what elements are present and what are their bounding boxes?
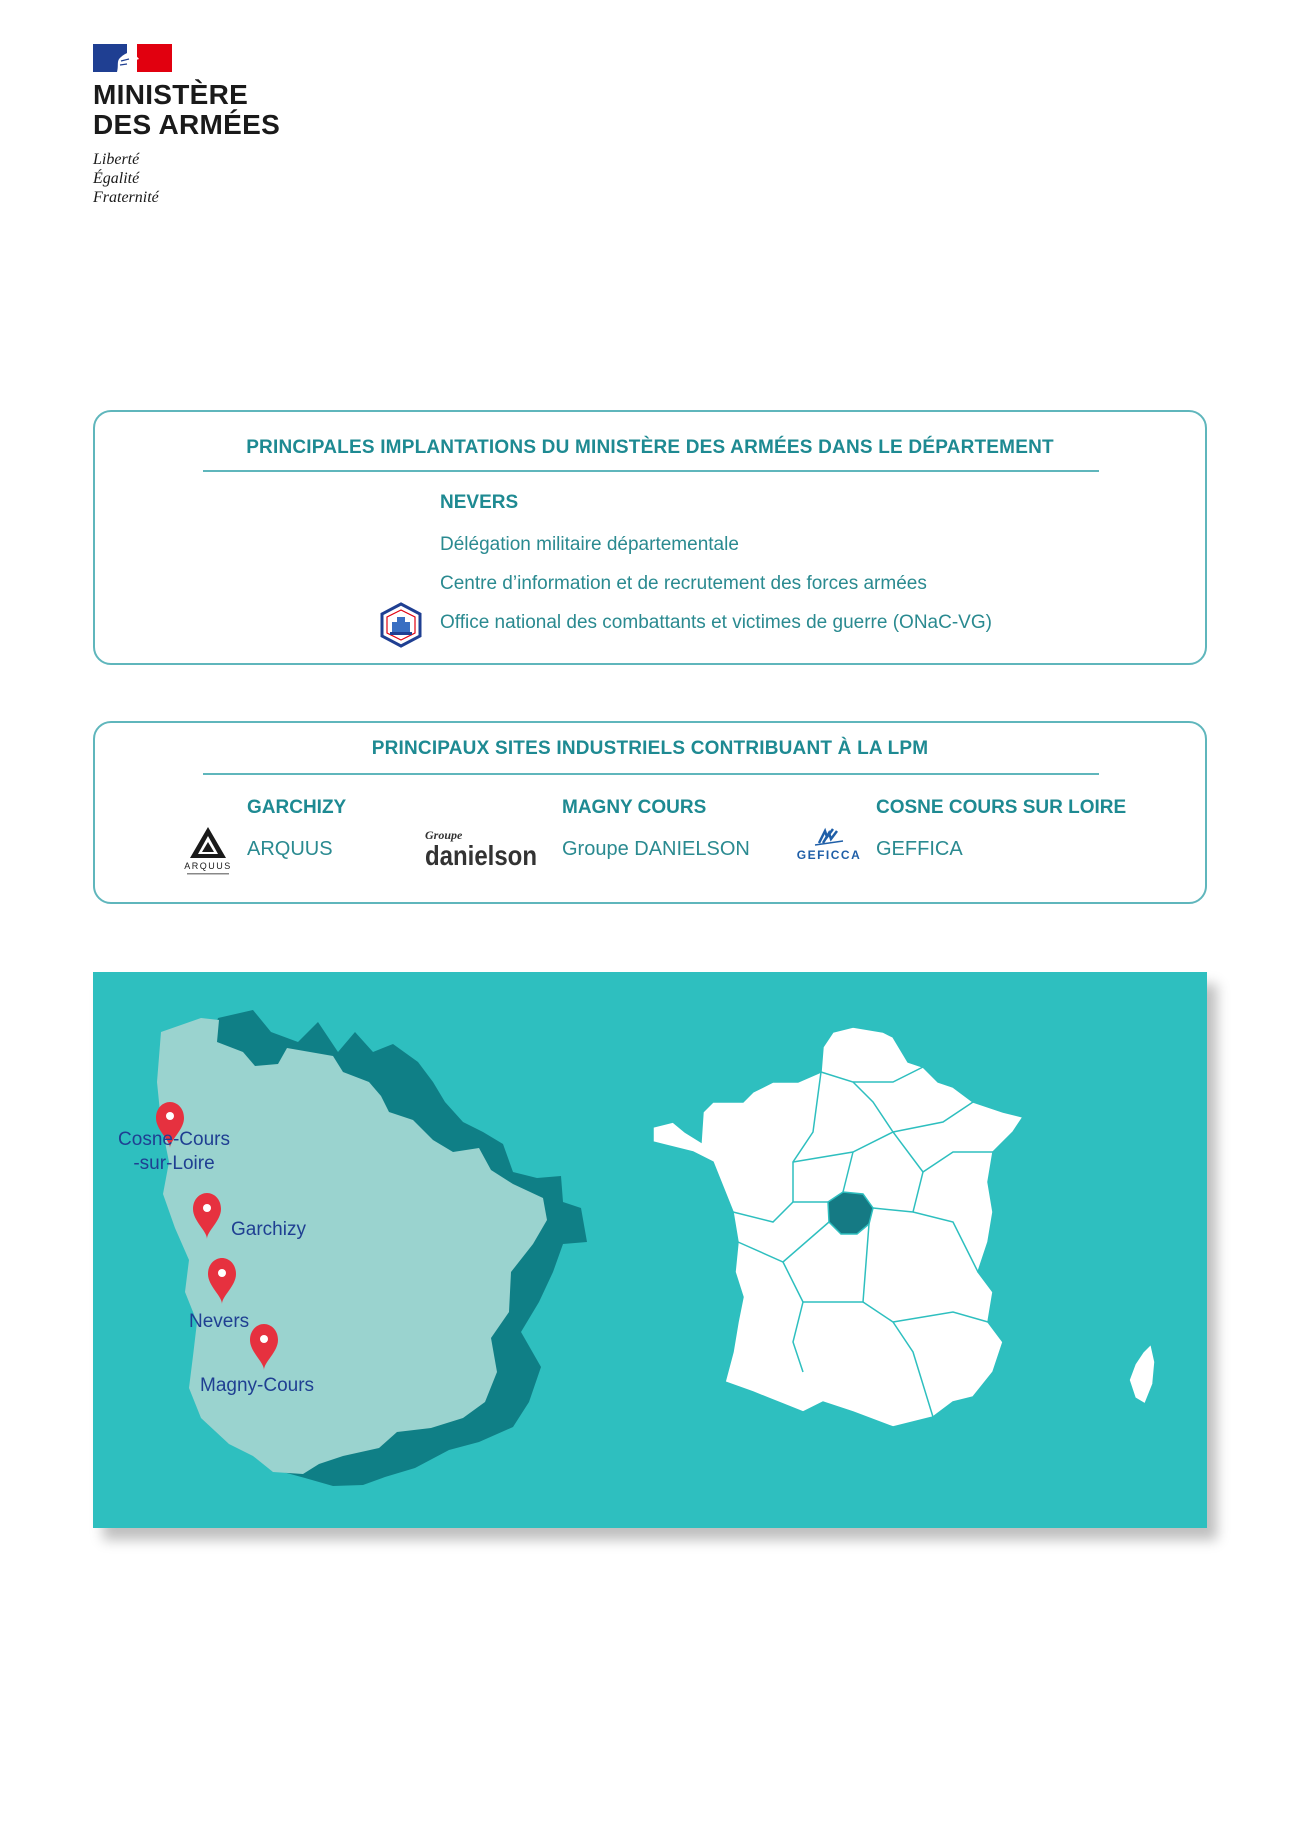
geficca-logo-icon bbox=[793, 823, 865, 867]
industrial-divider bbox=[203, 773, 1099, 775]
industrial-title: PRINCIPAUX SITES INDUSTRIELS CONTRIBUANT À LA LPM bbox=[371, 738, 929, 759]
city-label-magny-cours: Magny-Cours bbox=[200, 1375, 315, 1396]
onac-vg-logo-icon bbox=[379, 602, 423, 648]
corsica bbox=[1129, 1344, 1155, 1404]
implantations-title: PRINCIPALES IMPLANTATIONS DU MINISTÈRE DES ARMÉES DANS LE DÉPARTEMENT bbox=[246, 437, 1054, 458]
marianne-flag-icon bbox=[93, 44, 172, 72]
motto-liberte: Liberté bbox=[93, 151, 140, 168]
site-company-arquus: ARQUUS bbox=[247, 838, 333, 860]
city-label-cosne-line1: Cosne-Cours bbox=[118, 1129, 230, 1150]
entry-cirfa: Centre d’information et de recrutement des forces armées bbox=[440, 573, 927, 594]
site-location-magny-cours: MAGNY COURS bbox=[562, 797, 707, 818]
motto-egalite: Égalité bbox=[93, 170, 140, 187]
implantations-box bbox=[93, 410, 1207, 665]
danielson-logo-top: Groupe bbox=[425, 828, 463, 842]
entry-onac: Office national des combattants et victimes de guerre (ONaC-VG) bbox=[440, 612, 992, 633]
danielson-logo-icon bbox=[423, 827, 543, 873]
motto-fraternite: Fraternité bbox=[93, 189, 159, 206]
site-location-cosne: COSNE COURS SUR LOIRE bbox=[876, 797, 1127, 818]
danielson-logo-main: danielson bbox=[425, 840, 537, 871]
entry-dmd: Délégation militaire départementale bbox=[440, 534, 739, 555]
site-location-garchizy: GARCHIZY bbox=[247, 797, 347, 818]
implantation-city: NEVERS bbox=[440, 492, 519, 513]
implantations-divider bbox=[203, 470, 1099, 472]
france-map bbox=[653, 1027, 1155, 1427]
city-label-garchizy: Garchizy bbox=[231, 1219, 306, 1240]
arquus-logo-icon bbox=[179, 824, 237, 878]
geficca-logo-text: GEFICCA bbox=[796, 848, 862, 862]
city-label-cosne-line2: -sur-Loire bbox=[133, 1153, 215, 1174]
site-company-geffica: GEFFICA bbox=[876, 838, 963, 860]
ministry-name bbox=[93, 80, 293, 140]
ministry-line-2: DES ARMÉES bbox=[93, 109, 281, 140]
map-panel bbox=[93, 972, 1207, 1528]
ministry-line-1: MINISTÈRE bbox=[93, 79, 249, 110]
motto bbox=[93, 150, 293, 207]
ministry-logo bbox=[93, 44, 293, 207]
map-svg bbox=[93, 972, 1207, 1528]
site-company-danielson: Groupe DANIELSON bbox=[562, 838, 750, 860]
city-label-nevers: Nevers bbox=[189, 1311, 250, 1332]
industrial-sites-box bbox=[93, 721, 1207, 904]
city-label-cosne bbox=[115, 1128, 233, 1176]
arquus-logo-text: ARQUUS bbox=[184, 861, 232, 871]
